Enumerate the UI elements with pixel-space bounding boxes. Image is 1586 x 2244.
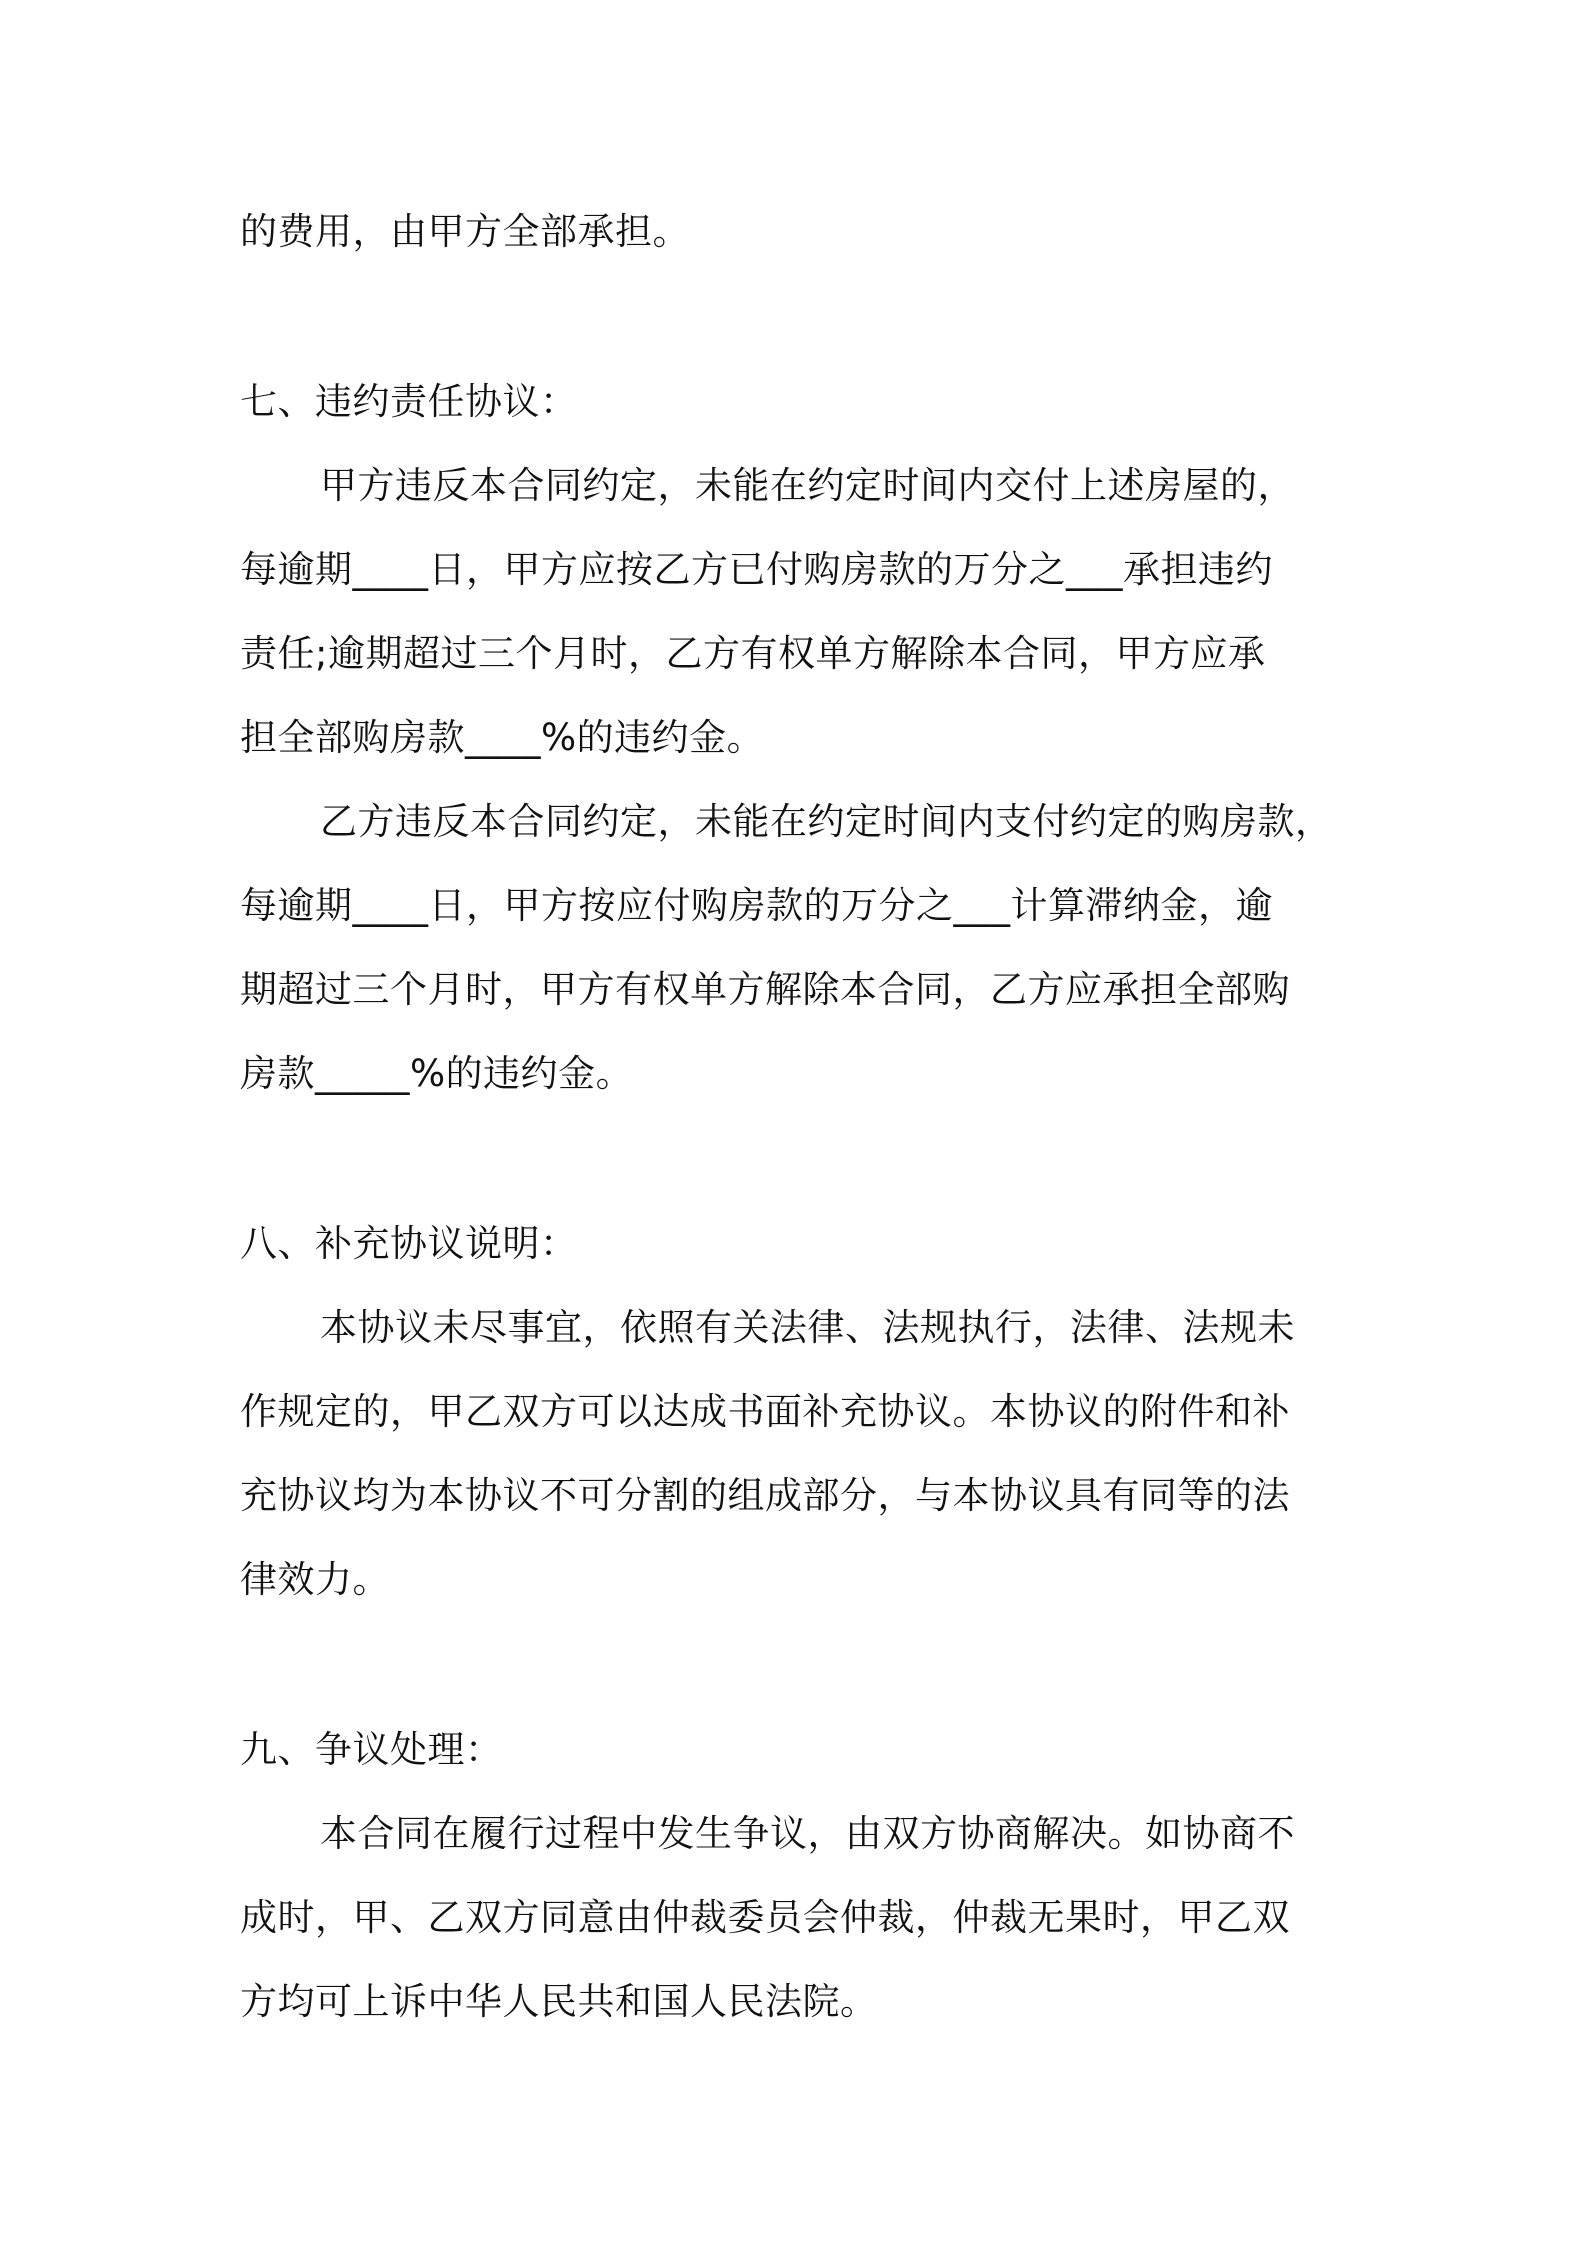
section-8-paragraph-1 <box>240 1286 1360 1622</box>
paragraph-line: 担全部购房款____%的违约金。 <box>240 716 765 759</box>
paragraph-line: 期超过三个月时，甲方有权单方解除本合同，乙方应承担全部购 <box>240 968 1290 1011</box>
paragraph-line: 作规定的，甲乙双方可以达成书面补充协议。本协议的附件和补 <box>240 1390 1290 1433</box>
section-9-paragraph-1 <box>240 1792 1360 2044</box>
paragraph-line: 每逾期____日，甲方按应付购房款的万分之___计算滞纳金，逾 <box>240 884 1273 927</box>
section-7-heading: 七、违约责任协议： <box>240 380 578 423</box>
paragraph-line: 成时，甲、乙双方同意由仲裁委员会仲裁，仲裁无果时，甲乙双 <box>240 1896 1290 1939</box>
document-body <box>240 190 1360 2044</box>
paragraph-line: 责任;逾期超过三个月时，乙方有权单方解除本合同，甲方应承 <box>240 632 1266 675</box>
paragraph-line: 律效力。 <box>240 1558 390 1601</box>
paragraph-line: 方均可上诉中华人民共和国人民法院。 <box>240 1980 878 2023</box>
paragraph-line: 乙方违反本合同约定，未能在约定时间内支付约定的购房款， <box>320 800 1333 843</box>
intro-line: 的费用，由甲方全部承担。 <box>240 210 690 253</box>
paragraph-line: 每逾期____日，甲方应按乙方已付购房款的万分之___承担违约 <box>240 548 1273 591</box>
section-8-heading: 八、补充协议说明： <box>240 1222 578 1265</box>
section-gap <box>240 1622 1360 1708</box>
section-gap <box>240 1116 1360 1202</box>
paragraph-line: 本协议未尽事宜，依照有关法律、法规执行，法律、法规未 <box>320 1306 1295 1349</box>
section-9-heading: 九、争议处理： <box>240 1728 503 1771</box>
paragraph-line: 本合同在履行过程中发生争议，由双方协商解决。如协商不 <box>320 1812 1295 1855</box>
section-7-paragraph-1 <box>240 444 1360 780</box>
paragraph-line: 充协议均为本协议不可分割的组成部分，与本协议具有同等的法 <box>240 1474 1290 1517</box>
section-gap <box>240 274 1360 360</box>
paragraph-line: 甲方违反本合同约定，未能在约定时间内交付上述房屋的， <box>320 464 1295 507</box>
section-7-paragraph-2 <box>240 780 1360 1116</box>
paragraph-line: 房款_____%的违约金。 <box>240 1052 634 1095</box>
